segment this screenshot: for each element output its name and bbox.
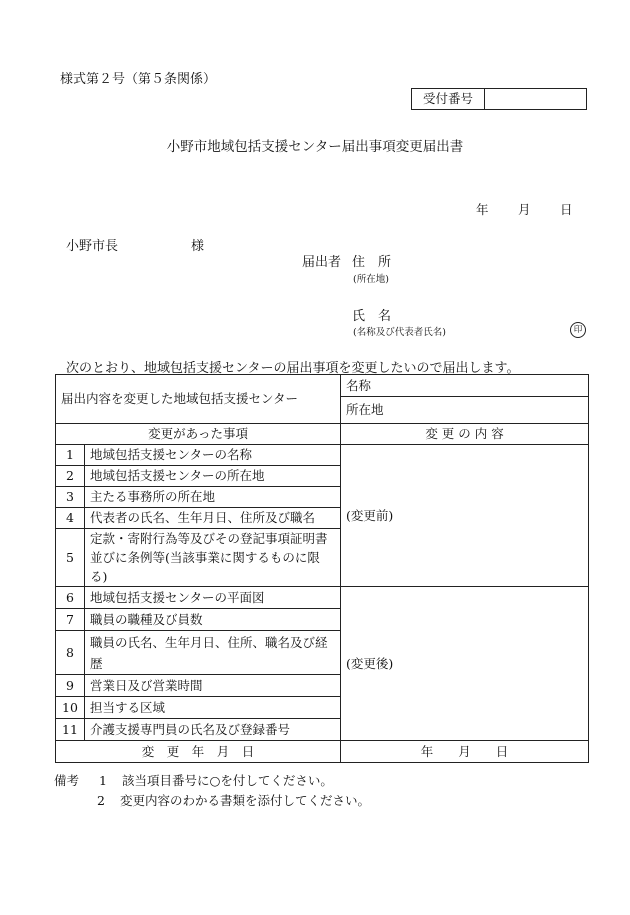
remarks-item-number: 2 [97,793,105,808]
center-name-field[interactable] [341,375,589,397]
item-text: 職員の氏名、生年月日、住所、職名及び経歴 [85,631,341,675]
remarks-line-2 [97,791,370,809]
addressee-name: 小野市長 [66,239,119,254]
date-year: 年 [476,202,489,217]
date-day: 日 [560,202,573,217]
center-name-label: 名称 [346,377,372,393]
item-text: 地域包括支援センターの所在地 [85,466,341,487]
remarks-item-number: 1 [99,773,107,788]
change-table [55,374,589,763]
name-sublabel: (名称及び代表者氏名) [353,327,446,338]
center-location-field[interactable] [341,397,589,424]
date-month: 月 [518,202,531,217]
item-number[interactable]: 5 [56,529,85,587]
item-number[interactable]: 6 [56,587,85,609]
receipt-number-field[interactable] [485,89,586,109]
change-date-label: 変 更 年 月 日 [56,741,341,763]
after-label: (変更後) [346,655,394,671]
item-text: 主たる事務所の所在地 [85,487,341,508]
after-content-field[interactable] [341,587,589,741]
item-text: 代表者の氏名、生年月日、住所及び職名 [85,508,341,529]
center-label: 届出内容を変更した地域包括支援センター [56,375,341,424]
item-number[interactable]: 2 [56,466,85,487]
item-number[interactable]: 11 [56,719,85,741]
remarks-item-text: 変更内容のわかる書類を添付してください。 [119,793,370,808]
receipt-number-box [411,88,587,110]
items-header: 変更があった事項 [56,424,341,445]
item-number[interactable]: 8 [56,631,85,675]
address-label: 住 所 [352,255,392,270]
remarks-line-1 [54,771,333,789]
intro-text: 次のとおり、地域包括支援センターの届出事項を変更したいので届出します。 [66,361,520,376]
item-text: 介護支援専門員の氏名及び登録番号 [85,719,341,741]
receipt-number-label: 受付番号 [412,89,485,109]
item-number[interactable]: 1 [56,445,85,466]
name-label: 氏 名 [352,309,392,324]
remarks-item-text: 該当項目番号に○を付してください。 [121,773,333,788]
item-text: 定款・寄附行為等及びその登記事項証明書並びに条例等(当該事業に関するものに限る) [85,529,341,587]
center-location-label: 所在地 [346,402,384,417]
item-text: 職員の職種及び員数 [85,609,341,631]
item-number[interactable]: 10 [56,697,85,719]
item-text: 地域包括支援センターの名称 [85,445,341,466]
seal-mark: 印 [570,322,586,338]
form-number: 様式第２号（第５条関係） [60,72,217,87]
before-content-field[interactable] [341,445,589,587]
item-text: 地域包括支援センターの平面図 [85,587,341,609]
item-text: 担当する区域 [85,697,341,719]
address-sublabel: (所在地) [353,274,389,285]
remarks-label: 備考 [54,773,80,788]
before-label: (変更前) [346,507,394,523]
change-date-field[interactable]: 年 月 日 [341,741,589,763]
item-number[interactable]: 7 [56,609,85,631]
item-number[interactable]: 3 [56,487,85,508]
addressee-honorific: 様 [191,239,205,254]
item-text: 営業日及び営業時間 [85,675,341,697]
item-number[interactable]: 4 [56,508,85,529]
content-header: 変 更 の 内 容 [341,424,589,445]
page-title: 小野市地域包括支援センター届出事項変更届出書 [166,139,464,155]
item-number[interactable]: 9 [56,675,85,697]
notifier-label: 届出者 [302,255,342,270]
